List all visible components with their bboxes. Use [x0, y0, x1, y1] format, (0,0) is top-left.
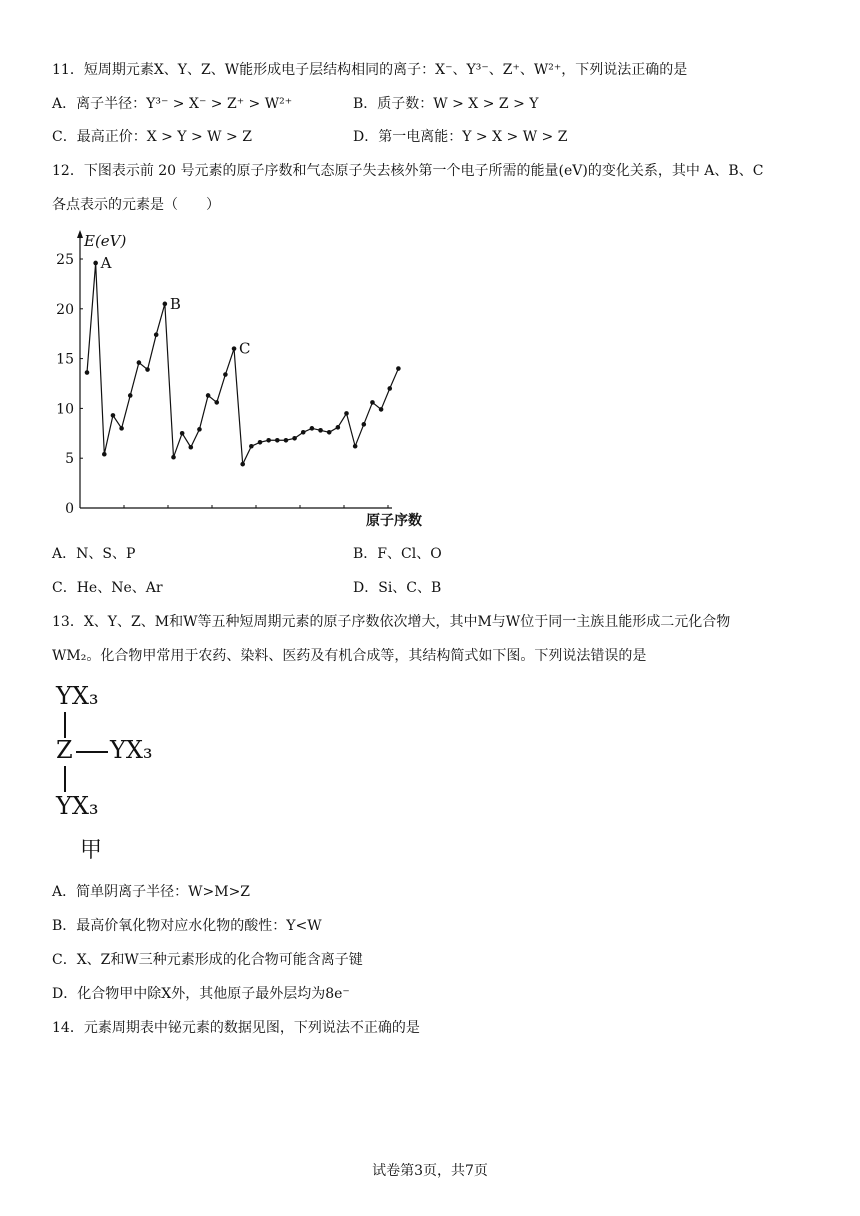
data-point — [214, 400, 219, 405]
data-point — [379, 407, 384, 412]
data-point — [119, 426, 124, 431]
q12-option-a: A．N、S、P — [52, 546, 136, 562]
data-point — [240, 462, 245, 467]
data-point — [111, 413, 116, 418]
q12-option-d: D．Si、C、B — [353, 580, 442, 596]
point-label-a: A — [100, 253, 112, 272]
data-point — [128, 393, 133, 398]
q12-option-c: C．He、Ne、Ar — [52, 580, 163, 596]
data-point — [318, 428, 323, 433]
data-point — [137, 360, 142, 365]
q12-stem-line2: 各点表示的元素是（ ） — [52, 197, 220, 213]
data-point — [336, 425, 341, 430]
data-point — [292, 436, 297, 441]
q13-option-d: D．化合物甲中除X外，其他原子最外层均为8e⁻ — [52, 986, 350, 1002]
structure-center-atom: Z — [56, 736, 73, 764]
q11-stem: 11．短周期元素X、Y、Z、W能形成电子层结构相同的离子：X⁻、Y³⁻、Z⁺、W²⁺，下列说法正确的是 — [52, 62, 688, 78]
q13-option-c: C．X、Z和W三种元素形成的化合物可能含离子键 — [52, 952, 363, 968]
structure-bottom-group: YX₃ — [56, 792, 99, 820]
point-label-b: B — [169, 294, 181, 313]
data-point — [258, 440, 263, 445]
y-tick-label: 10 — [56, 401, 74, 418]
x-axis-label: 原子序数 — [366, 513, 422, 529]
q12-option-b: B．F、Cl、O — [353, 546, 442, 562]
chart-axes — [77, 230, 422, 529]
data-point — [370, 400, 375, 405]
q11-option-c: C．最高正价：X > Y > W > Z — [52, 129, 252, 145]
structure-bond-bottom — [64, 766, 66, 792]
q12-stem-line1: 12．下图表示前 20 号元素的原子序数和气态原子失去核外第一个电子所需的能量(eV)的变化关系，其中 A、B、C — [52, 163, 764, 179]
q13-stem-line1: 13．X、Y、Z、M和W等五种短周期元素的原子序数依次增大，其中M与W位于同一主族且能形成二元化合物 — [52, 614, 731, 630]
series-line — [87, 263, 398, 464]
y-tick-label: 20 — [56, 301, 74, 318]
structure-right-group: YX₃ — [110, 736, 153, 764]
data-point — [275, 438, 280, 443]
q11-option-a: A．离子半径：Y³⁻ > X⁻ > Z⁺ > W²⁺ — [52, 96, 293, 112]
structure-caption: 甲 — [80, 838, 103, 863]
data-point — [327, 430, 332, 435]
point-label-c: C — [239, 339, 251, 358]
data-point — [249, 444, 254, 449]
y-tick-label: 15 — [56, 351, 74, 368]
data-point — [344, 411, 349, 416]
structure-top-group: YX₃ — [56, 682, 99, 710]
data-point — [387, 386, 392, 391]
data-point — [93, 261, 98, 266]
data-point — [362, 422, 367, 427]
y-axis-label: E(eV) — [84, 232, 127, 250]
data-point — [85, 370, 90, 375]
data-point — [223, 372, 228, 377]
q11-option-b: B．质子数：W > X > Z > Y — [353, 96, 539, 112]
q13-option-b: B．最高价氧化物对应水化物的酸性：Y<W — [52, 918, 322, 934]
chart-series — [85, 261, 401, 467]
data-point — [102, 452, 107, 457]
data-point — [310, 426, 315, 431]
q13-stem-line2: WM₂。化合物甲常用于农药、染料、医药及有机合成等，其结构简式如下图。下列说法错误的是 — [52, 648, 647, 664]
data-point — [154, 332, 159, 337]
y-tick-label: 5 — [65, 451, 74, 468]
y-tick-label: 0 — [65, 501, 74, 517]
data-point — [145, 367, 150, 372]
data-point — [206, 393, 211, 398]
data-point — [301, 430, 306, 435]
data-point — [396, 366, 401, 371]
data-point — [180, 431, 185, 436]
ionization-energy-chart — [52, 222, 452, 532]
data-point — [189, 445, 194, 450]
page-footer: 试卷第3页，共7页 — [372, 1163, 488, 1179]
chart-y-ticks — [56, 252, 83, 517]
structure-bond-top — [64, 712, 66, 738]
data-point — [353, 444, 358, 449]
data-point — [232, 346, 237, 351]
y-axis-arrow — [77, 230, 83, 238]
data-point — [163, 302, 168, 307]
y-tick-label: 25 — [56, 252, 74, 268]
q11-option-d: D．第一电离能：Y > X > W > Z — [353, 129, 568, 145]
data-point — [171, 455, 176, 460]
q14-stem: 14．元素周期表中铋元素的数据见图，下列说法不正确的是 — [52, 1020, 420, 1036]
data-point — [197, 427, 202, 432]
data-point — [266, 438, 271, 443]
chart-annotations — [100, 254, 251, 358]
data-point — [284, 438, 289, 443]
q13-option-a: A．简单阴离子半径：W>M>Z — [52, 884, 251, 900]
structure-bond-right — [76, 751, 108, 753]
